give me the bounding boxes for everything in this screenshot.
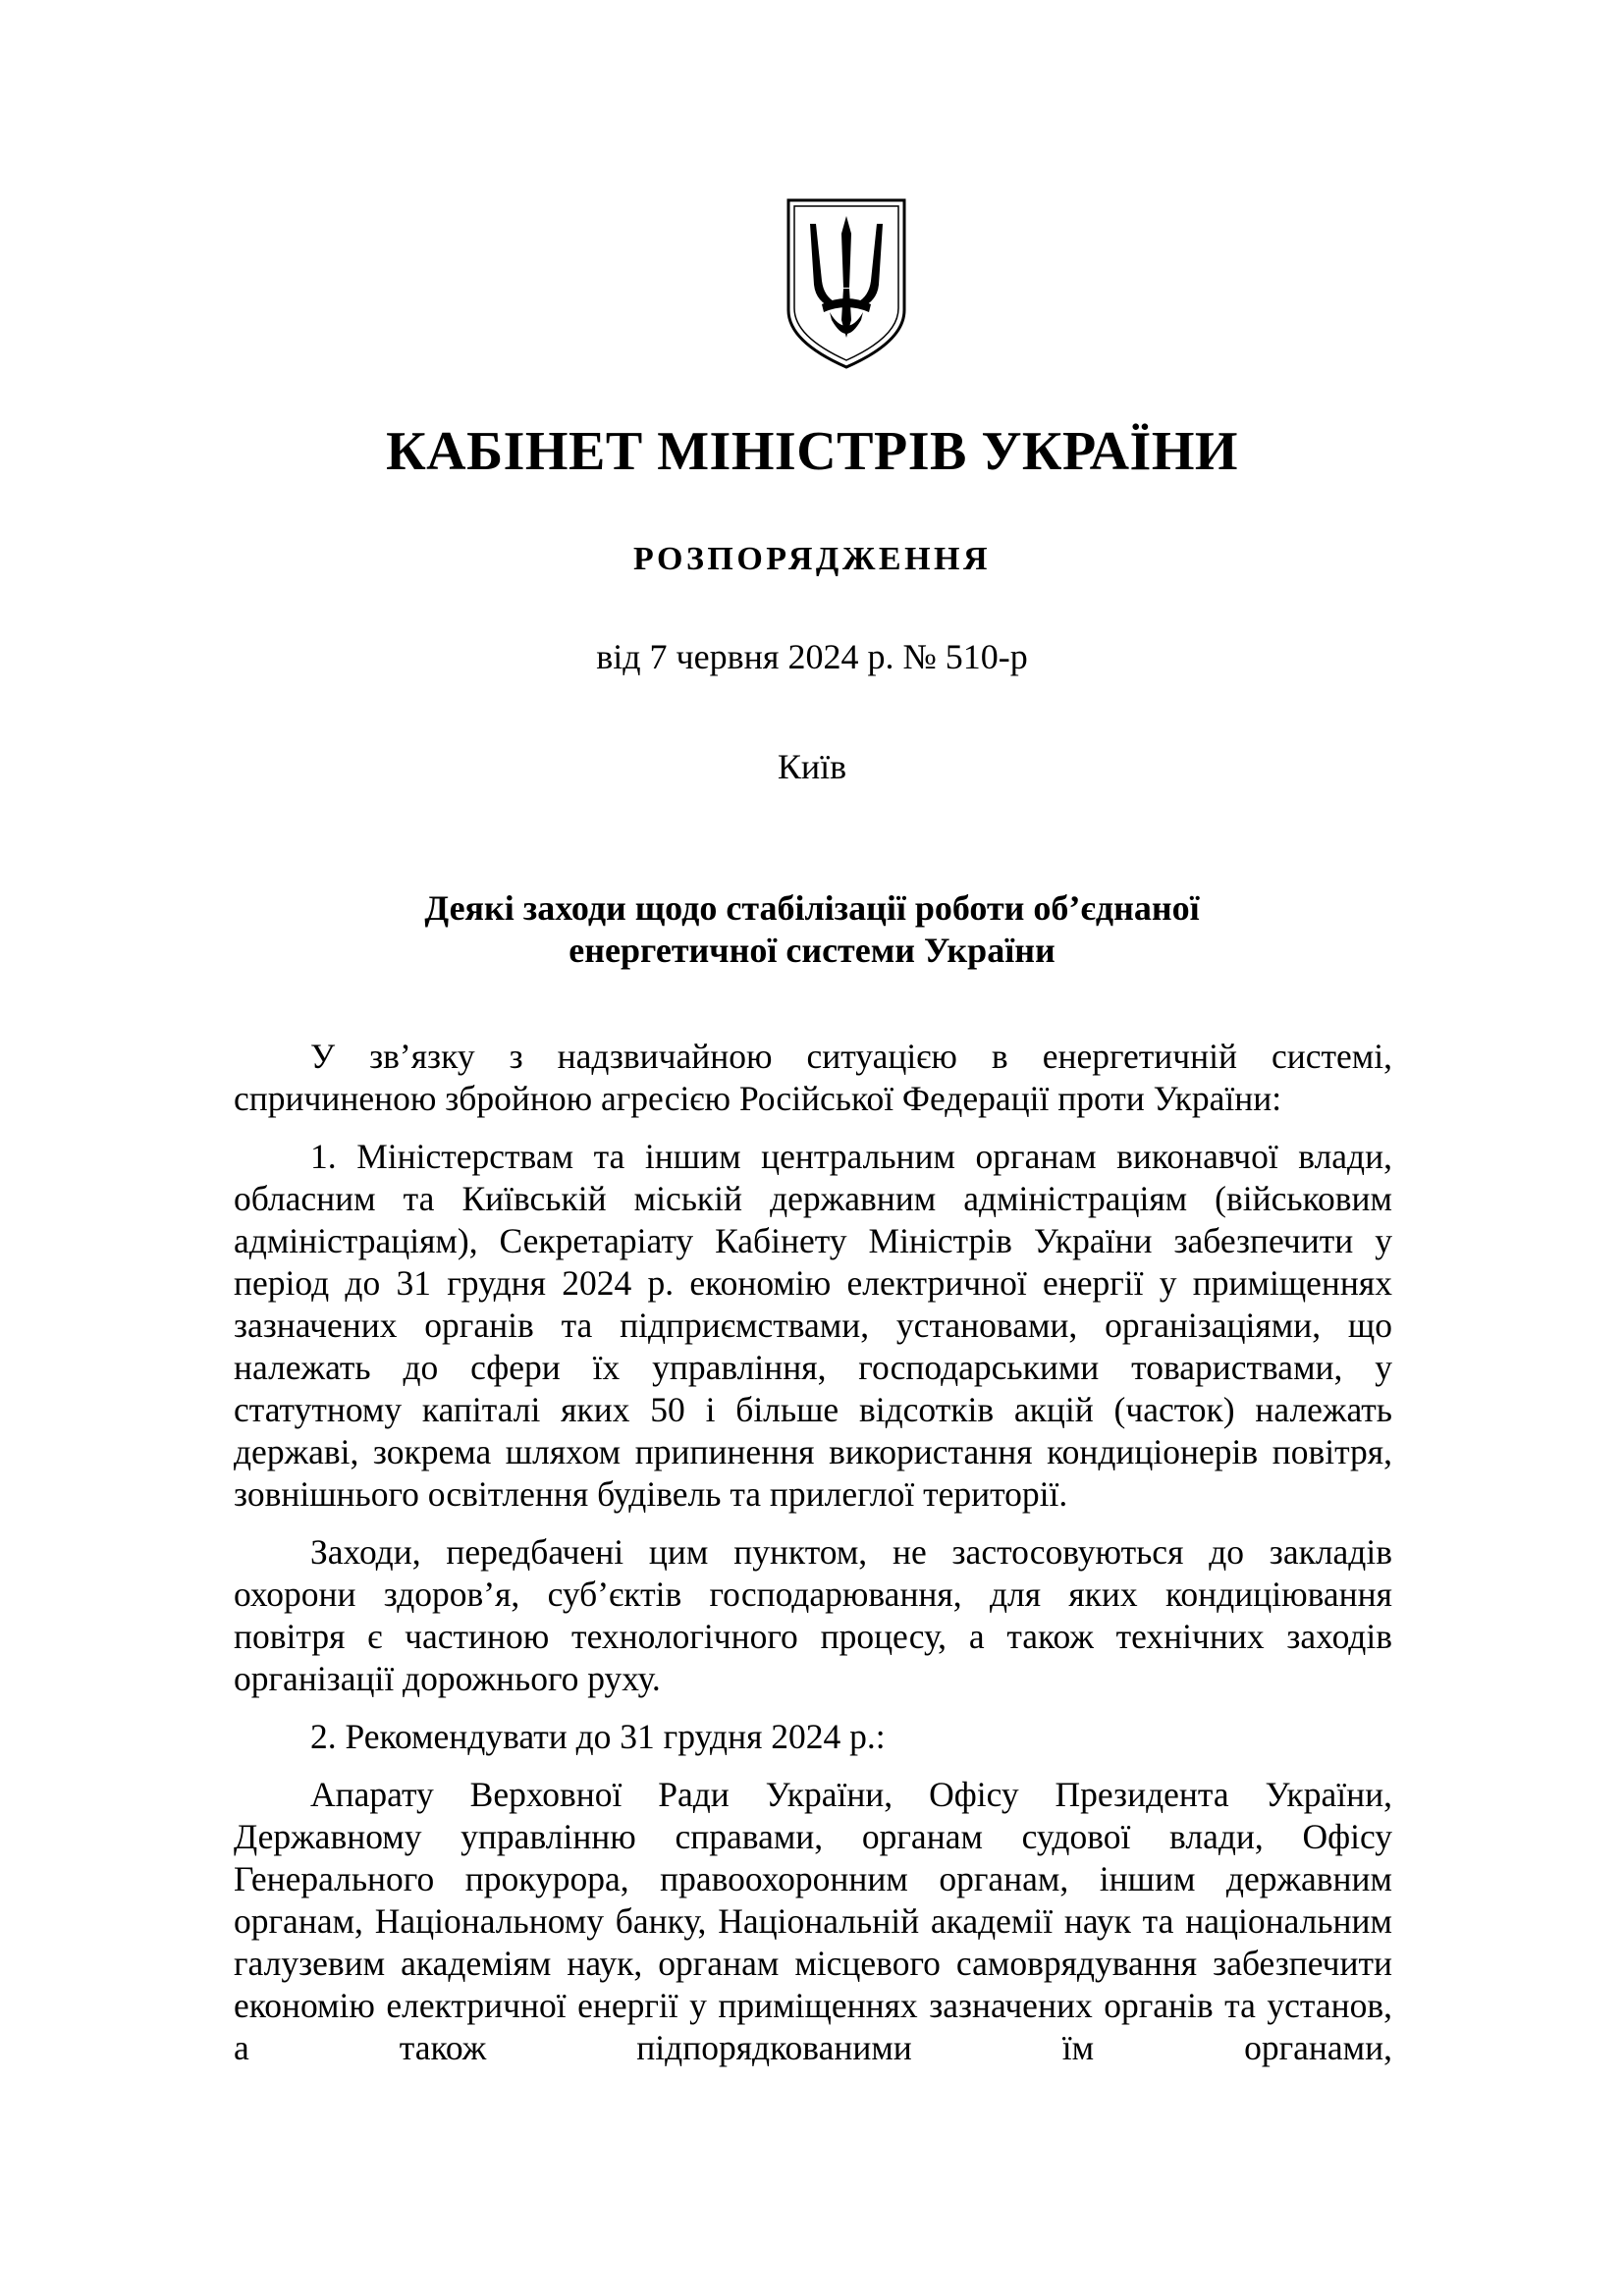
trident-coat-of-arms-icon: [783, 194, 910, 371]
paragraph-preamble: У зв’язку з надзвичайною ситуацією в енергетичній системі, спричиненою збройною агресією Російської Федерації проти України:: [234, 1037, 1392, 1118]
document-body: [234, 1036, 1392, 2085]
subject-line-2: енергетичної системи України: [568, 931, 1056, 970]
document-place: Київ: [777, 747, 847, 786]
subject-line-1: Деякі заходи щодо стабілізації роботи об’єднаної: [424, 888, 1200, 928]
page-title: КАБІНЕТ МІНІСТРІВ УКРАЇНИ: [386, 421, 1238, 482]
paragraph-item-2: 2. Рекомендувати до 31 грудня 2024 р.:: [310, 1717, 886, 1756]
paragraph-exceptions: Заходи, передбачені цим пунктом, не застосовуються до закладів охорони здоров’я, суб’єктів господарювання, для яких кондиціювання повітря є частиною технологічного процесу, а також технічних заходів організації дорожнього руху.: [234, 1532, 1392, 1698]
document-type: РОЗПОРЯДЖЕННЯ: [632, 541, 992, 577]
document-date-number: від 7 червня 2024 р. № 510-р: [596, 637, 1028, 676]
paragraph-item-1: 1. Міністерствам та іншим центральним органам виконавчої влади, обласним та Київській міській державним адміністраціям (військовим адміністраціям), Секретаріату Кабінету Міністрів України забезпечити у період до 31 грудня 2024 р. економію електричної енергії у приміщеннях зазначених органів та підприємствами, установами, організаціями, що належать до сфери їх управління, господарськими товариствами, у статутному капіталі яких 50 і більше відсотків акцій (часток) належать державі, зокрема шляхом припинення використання кондиціонерів повітря, зовнішнього освітлення будівель та прилеглої території.: [234, 1137, 1392, 1514]
document-subject: [0, 887, 1624, 972]
paragraph-recommendation: Апарату Верховної Ради України, Офісу Президента України, Державному управлінню справами, органам судової влади, Офісу Генерального прокурора, правоохоронним органам, іншим державним органам, Національному банку, Національній академії наук та національним галузевим академіям наук, органам місцевого самоврядування забезпечити економію електричної енергії у приміщеннях зазначених органів та установ, а також підпорядкованими їм органами,: [234, 1775, 1392, 2067]
